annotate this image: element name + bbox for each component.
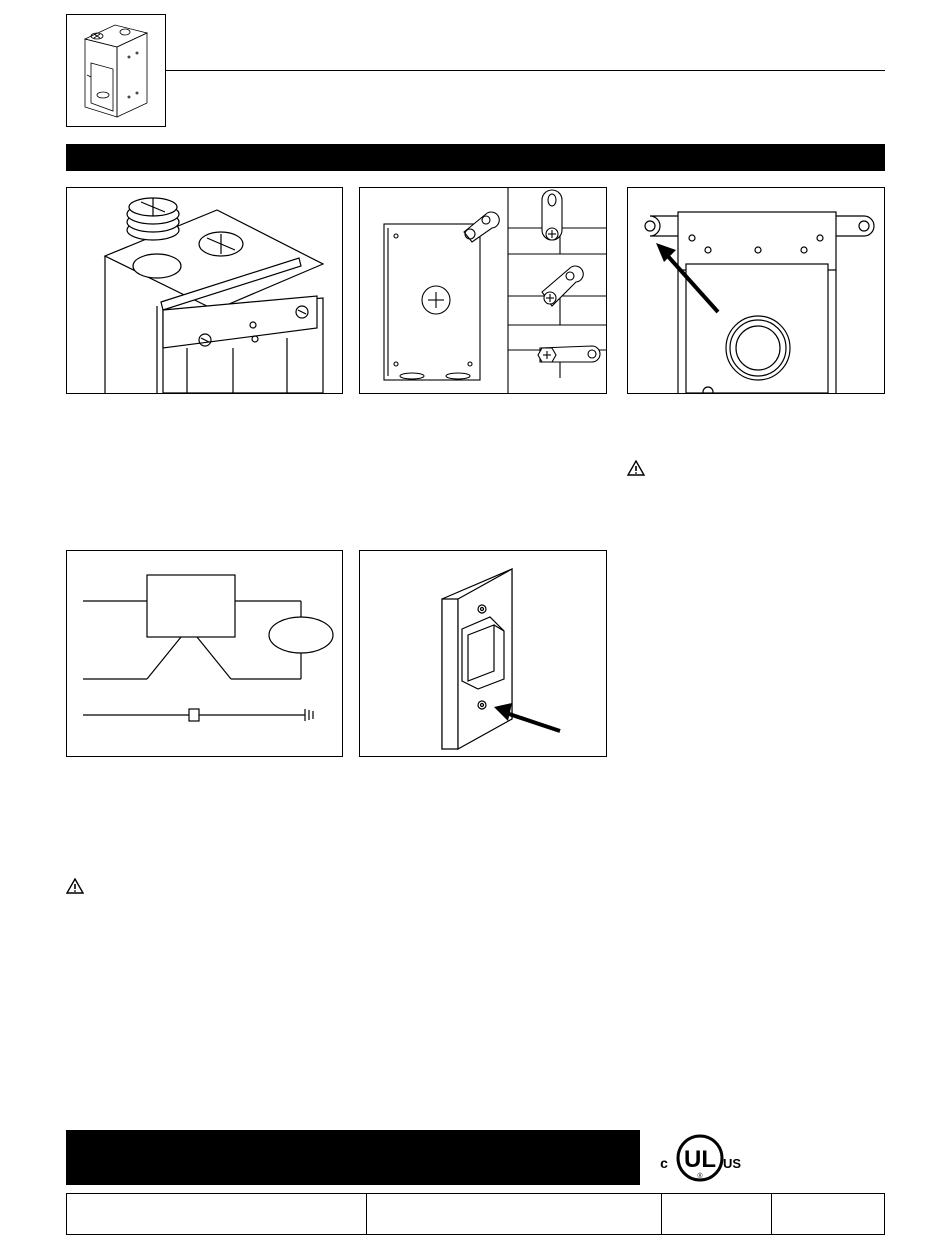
- figure-mounting-lug: [359, 187, 607, 394]
- footer-cell: [66, 1193, 366, 1235]
- footer-cell: [771, 1193, 885, 1235]
- header-rule: [166, 70, 885, 71]
- warning-triangle-icon: [66, 878, 84, 894]
- header-thumbnail: [66, 14, 166, 127]
- svg-text:®: ®: [697, 1173, 703, 1180]
- figure-box-plug: [66, 187, 343, 394]
- ul-letters: UL: [684, 1146, 716, 1173]
- cover-plate-arrow: [360, 551, 606, 756]
- wiring-diagram: [67, 551, 342, 756]
- figure-wiring-diagram: [66, 550, 343, 757]
- box-with-closure-plugs: [67, 188, 342, 393]
- footer-bar-text: [66, 1149, 74, 1165]
- mounting-lug-orientations: [360, 188, 606, 393]
- warning-triangle-icon: [627, 460, 645, 476]
- footer-bar: [66, 1130, 640, 1185]
- culus-certification-mark: [656, 1128, 744, 1188]
- figure-lug-attached: [627, 187, 885, 394]
- section-bar-text: [66, 149, 74, 165]
- box-with-lugs-arrow: [628, 188, 884, 393]
- c-letter: c: [660, 1155, 668, 1171]
- figure-cover-plate: [359, 550, 607, 757]
- footer-cell: [661, 1193, 771, 1235]
- section-bar: [66, 144, 885, 171]
- footer-cell: [366, 1193, 661, 1235]
- weatherproof-box-icon: [67, 15, 165, 126]
- us-letters: US: [722, 1156, 742, 1171]
